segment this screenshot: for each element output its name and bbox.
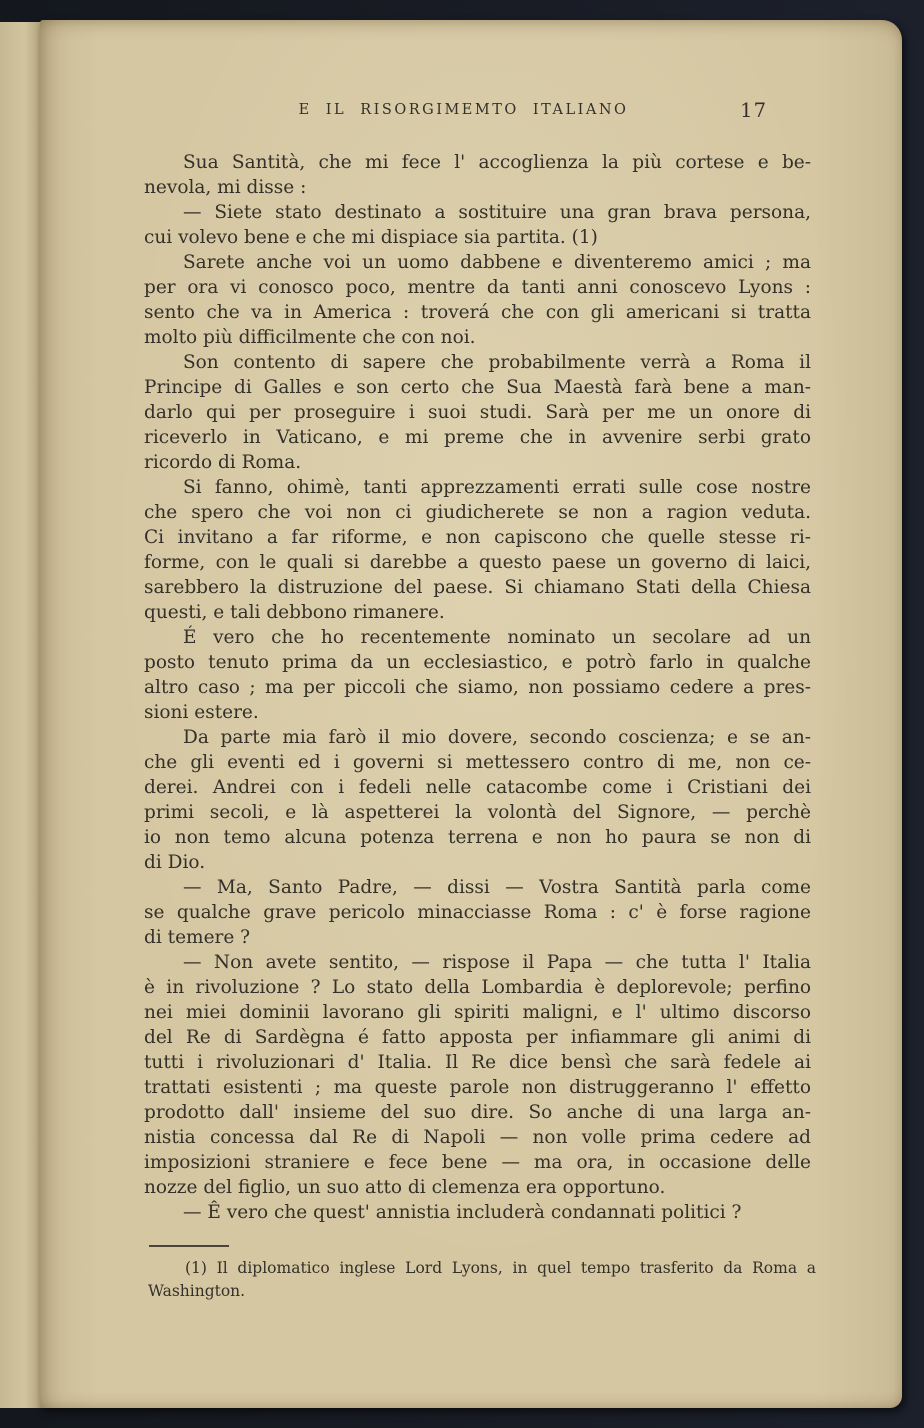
text-line: del Re di Sardègna é fatto apposta per infiammare gli animi di xyxy=(144,1027,811,1048)
text-line: per ora vi conosco poco, mentre da tanti anni conoscevo Lyons : xyxy=(144,277,811,298)
body-text xyxy=(144,150,811,1225)
text-line: se qualche grave pericolo minacciasse Roma : c' è forse ragione xyxy=(144,902,811,923)
text-line: — Siete stato destinato a sostituire una gran brava persona, xyxy=(183,202,811,223)
footnote-line: Washington. xyxy=(148,1282,246,1300)
text-line: Si fanno, ohimè, tanti apprezzamenti errati sulle cose nostre xyxy=(183,477,811,498)
text-line: Sarete anche voi un uomo dabbene e diventeremo amici ; ma xyxy=(183,252,811,273)
text-line: primi secoli, e là aspetterei la volontà del Signore, — perchè xyxy=(144,802,811,823)
page-number: 17 xyxy=(740,99,767,122)
paragraph xyxy=(144,625,811,725)
facing-page-edge xyxy=(0,22,44,1408)
text-line: — Ê vero che quest' annistia includerà condannati politici ? xyxy=(183,1202,742,1223)
text-line: Ci invitano a far riforme, e non capiscono che quelle stesse ri- xyxy=(144,527,811,548)
text-line: sento che va in America : troverá che con gli americani si tratta xyxy=(144,302,811,323)
text-line: posto tenuto prima da un ecclesiastico, e potrò farlo in qualche xyxy=(144,652,811,673)
text-line: nozze del figlio, un suo atto di clemenza era opportuno. xyxy=(144,1177,666,1198)
text-line: Principe di Galles e son certo che Sua Maestà farà bene a man- xyxy=(144,377,811,398)
paragraph xyxy=(144,250,811,350)
text-line: derei. Andrei con i fedeli nelle catacombe come i Cristiani dei xyxy=(144,777,811,798)
text-line: di temere ? xyxy=(144,927,251,948)
text-line: trattati esistenti ; ma queste parole non distruggeranno l' effetto xyxy=(144,1077,811,1098)
text-line: io non temo alcuna potenza terrena e non ho paura se non di xyxy=(144,827,811,848)
text-line: questi, e tali debbono rimanere. xyxy=(144,602,445,623)
text-line: É vero che ho recentemente nominato un secolare ad un xyxy=(183,627,811,648)
text-line: darlo qui per proseguire i suoi studi. Sarà per me un onore di xyxy=(144,402,811,423)
text-line: molto più difficilmente che con noi. xyxy=(144,327,476,348)
book-page xyxy=(40,20,902,1408)
text-line: ricordo di Roma. xyxy=(144,452,302,473)
paragraph xyxy=(144,150,811,200)
paragraph xyxy=(144,475,811,625)
text-line: forme, con le quali si darebbe a questo paese un governo di laici, xyxy=(144,552,811,573)
text-line: altro caso ; ma per piccoli che siamo, non possiamo cedere a pres- xyxy=(144,677,811,698)
paragraph xyxy=(144,350,811,475)
text-line: Sua Santità, che mi fece l' accoglienza la più cortese e be- xyxy=(183,152,811,173)
text-line: che gli eventi ed i governi si mettessero contro di me, non ce- xyxy=(144,752,811,773)
text-line: — Ma, Santo Padre, — dissi — Vostra Santità parla come xyxy=(183,877,811,898)
paragraph xyxy=(144,875,811,950)
text-line: nei miei dominii lavorano gli spiriti maligni, e l' ultimo discorso xyxy=(144,1002,811,1023)
running-title: E IL RISORGIMEMTO ITALIANO xyxy=(298,102,629,118)
footnote xyxy=(148,1257,816,1303)
footnote-separator xyxy=(149,1245,229,1247)
text-line: Da parte mia farò il mio dovere, secondo coscienza; e se an- xyxy=(183,727,811,748)
text-line: Son contento di sapere che probabilmente verrà a Roma il xyxy=(183,352,811,373)
text-line: è in rivoluzione ? Lo stato della Lombardia è deplorevole; perfino xyxy=(144,977,811,998)
text-line: di Dio. xyxy=(144,852,206,873)
footnote-line: (1) Il diplomatico inglese Lord Lyons, in quel tempo trasferito da Roma a xyxy=(185,1259,816,1277)
paragraph xyxy=(144,200,811,250)
text-line: cui volevo bene e che mi dispiace sia partita. (1) xyxy=(144,227,598,248)
text-line: prodotto dall' insieme del suo dire. So anche di una larga an- xyxy=(144,1102,811,1123)
text-line: — Non avete sentito, — rispose il Papa — che tutta l' Italia xyxy=(183,952,811,973)
text-line: che spero che voi non ci giudicherete se non a ragion veduta. xyxy=(144,502,811,523)
text-line: nevola, mi disse : xyxy=(144,177,307,198)
text-line: sarebbero la distruzione del paese. Si chiamano Stati della Chiesa xyxy=(144,577,811,598)
text-line: imposizioni straniere e fece bene — ma ora, in occasione delle xyxy=(144,1152,811,1173)
paragraph xyxy=(144,725,811,875)
text-line: sioni estere. xyxy=(144,702,259,723)
page-header xyxy=(144,99,811,126)
text-line: riceverlo in Vaticano, e mi preme che in avvenire serbi grato xyxy=(144,427,811,448)
text-line: nistia concessa dal Re di Napoli — non volle prima cedere ad xyxy=(144,1127,811,1148)
text-line: tutti i rivoluzionari d' Italia. Il Re dice bensì che sarà fedele ai xyxy=(144,1052,811,1073)
paragraph xyxy=(144,1200,811,1225)
paragraph xyxy=(144,950,811,1200)
